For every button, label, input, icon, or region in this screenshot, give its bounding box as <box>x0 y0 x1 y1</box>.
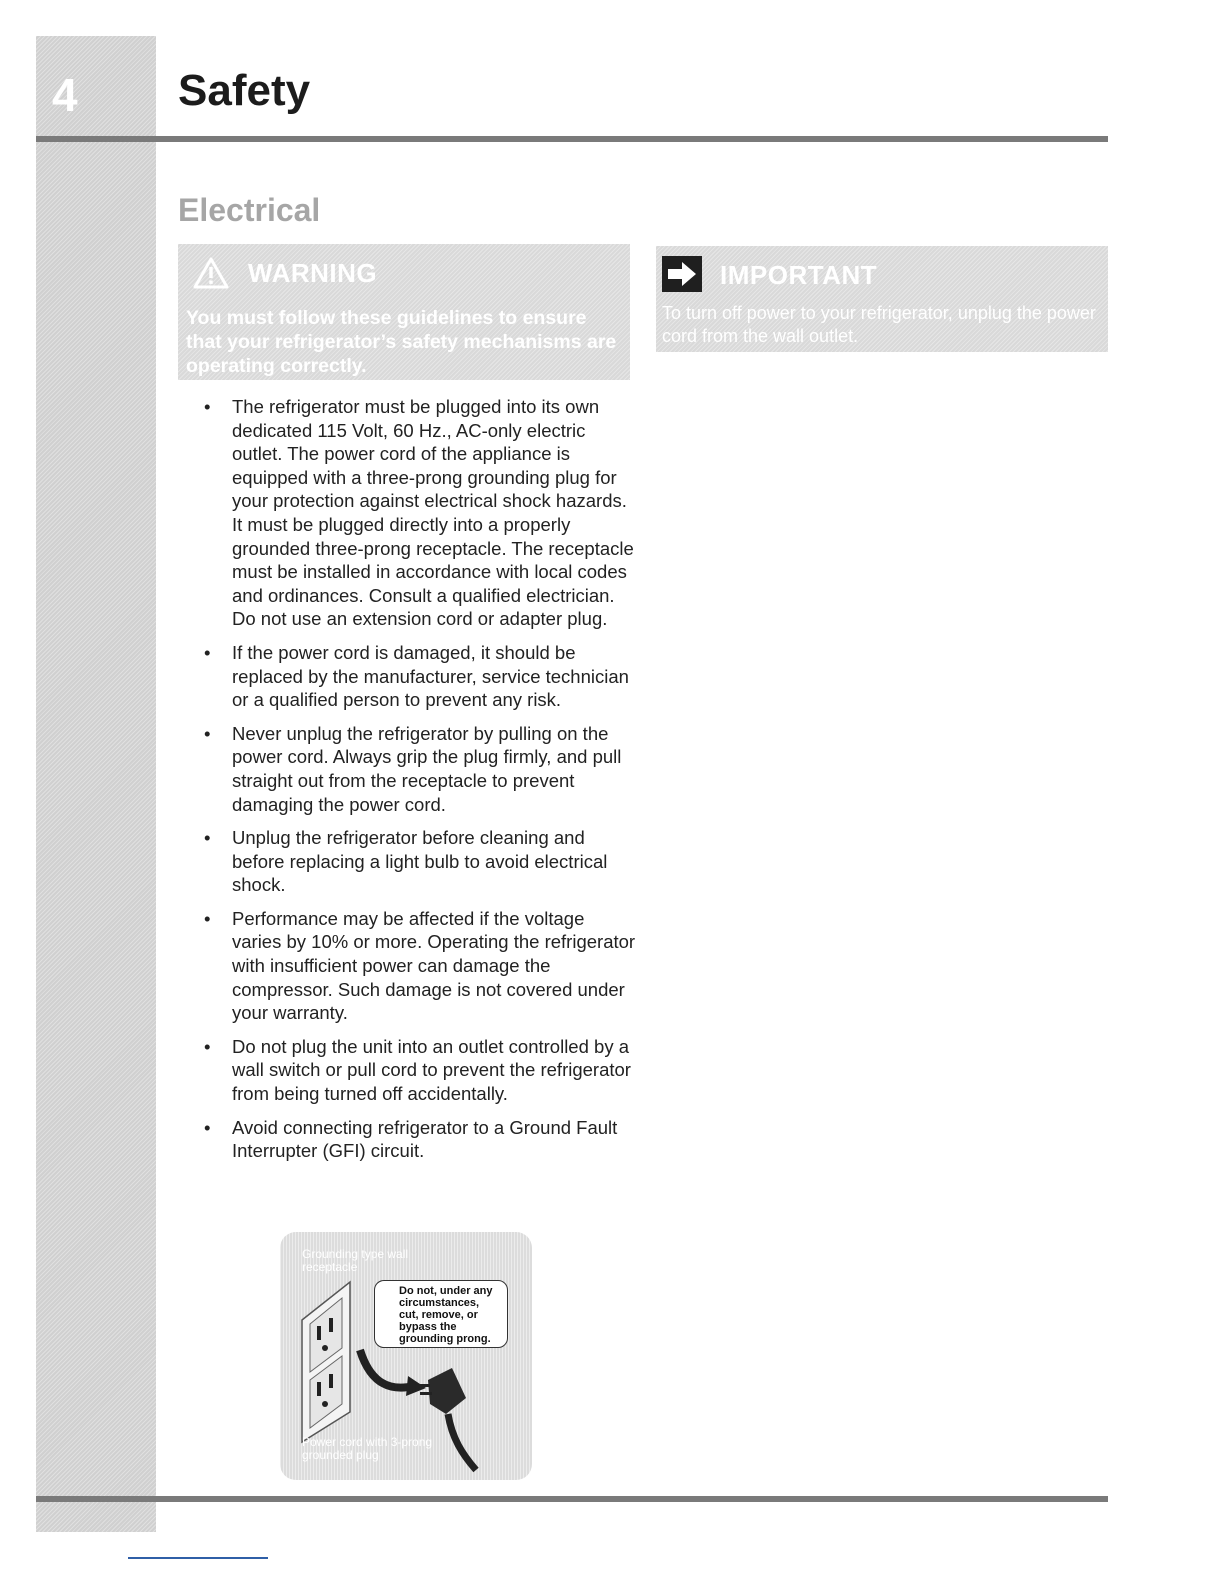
warning-box <box>178 244 630 380</box>
footer-mark <box>128 1557 268 1559</box>
receptacle-label: Grounding type wall receptacle <box>302 1247 409 1274</box>
warning-text: You must follow these guidelines to ensure that your refrigerator’s safety mechanisms are operating correctly. <box>186 307 617 377</box>
arrow-right-icon <box>662 256 702 292</box>
footer-rule <box>36 1496 1108 1502</box>
section-heading: Electrical <box>178 192 321 228</box>
warning-title: WARNING <box>248 258 378 288</box>
list-item: • Performance may be affected if the voltage varies by 10% or more. Operating the refrigerator with insufficient power can damage the compressor. Such damage is not covered under your warranty. <box>204 907 638 1025</box>
grounding-prong-callout: Do not, under any circumstances, cut, remove, or bypass the grounding prong. <box>374 1280 508 1348</box>
grounding-diagram <box>280 1232 532 1480</box>
list-item: • Do not plug the unit into an outlet controlled by a wall switch or pull cord to prevent the refrigerator from being turned off accidentally. <box>204 1035 638 1106</box>
header-rule <box>36 136 1108 142</box>
important-text: To turn off power to your refrigerator, unplug the power cord from the wall outlet. <box>662 303 1096 346</box>
power-cord-label: Power cord with 3-prong grounded plug <box>302 1435 433 1462</box>
list-item: • Never unplug the refrigerator by pulling on the power cord. Always grip the plug firmly, and pull straight out from the receptacle to prevent damaging the power cord. <box>204 722 638 816</box>
important-box <box>656 246 1108 352</box>
list-item: • Unplug the refrigerator before cleaning and before replacing a light bulb to avoid electrical shock. <box>204 826 638 897</box>
list-item: • Avoid connecting refrigerator to a Ground Fault Interrupter (GFI) circuit. <box>204 1116 638 1163</box>
guidelines-list <box>204 395 638 1173</box>
page-title: Safety <box>178 66 311 115</box>
list-item: • If the power cord is damaged, it should be replaced by the manufacturer, service technician or a qualified person to prevent any risk. <box>204 641 638 712</box>
list-item: • The refrigerator must be plugged into its own dedicated 115 Volt, 60 Hz., AC-only electric outlet. The power cord of the appliance is equipped with a three-prong grounding plug for your protection against electrical shock hazards. It must be plugged directly into a properly grounded three-prong receptacle. The receptacle must be installed in accordance with local codes and ordinances. Consult a qualified electrician. Do not use an extension cord or adapter plug. <box>204 395 638 631</box>
important-title: IMPORTANT <box>720 260 878 290</box>
side-band <box>36 36 156 1532</box>
warning-triangle-icon <box>192 256 230 290</box>
page-number: 4 <box>52 69 78 121</box>
